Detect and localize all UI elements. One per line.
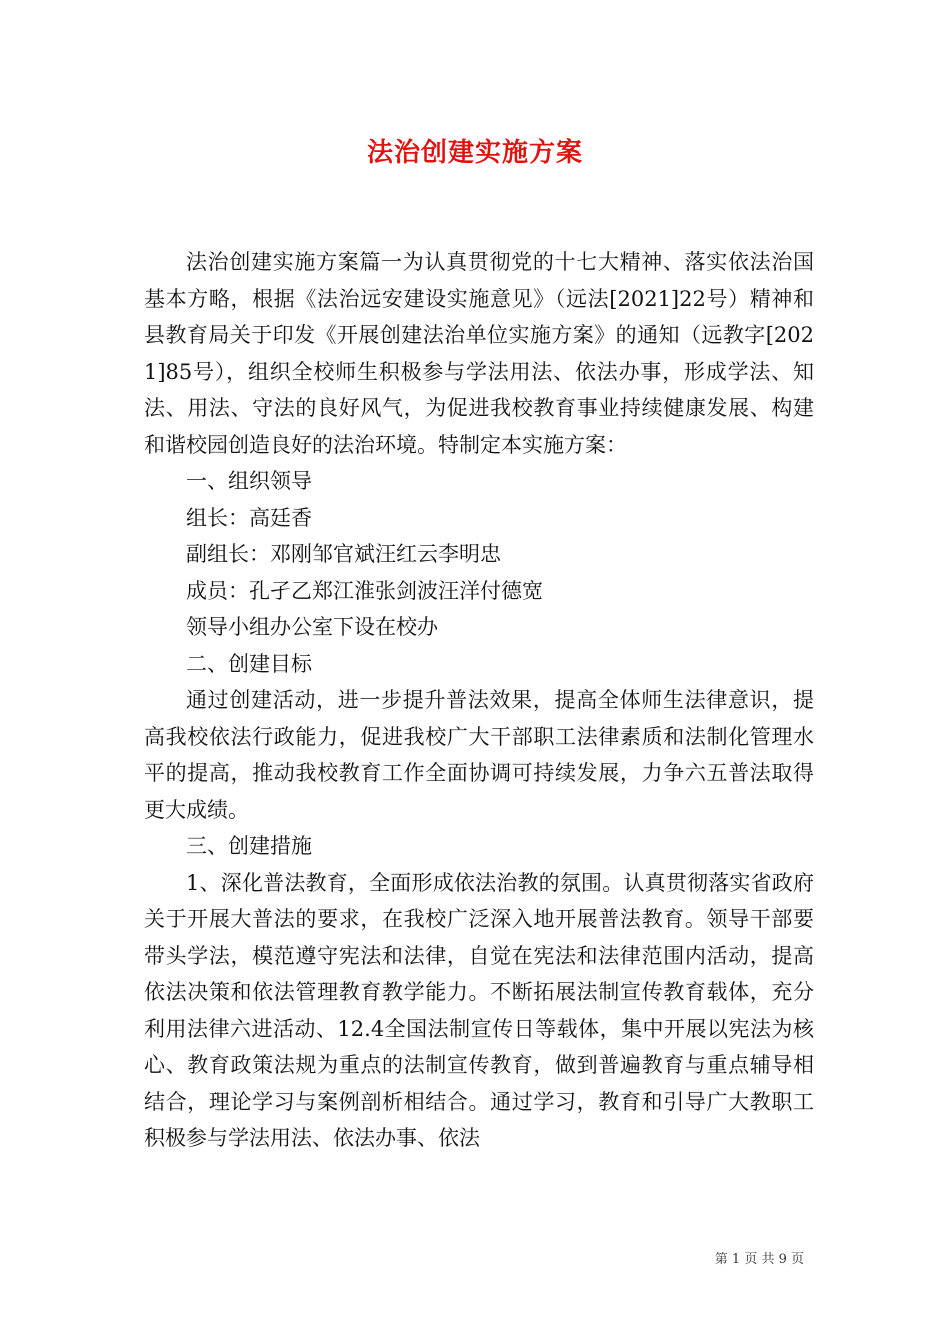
deputy-leader-line: 副组长：邓刚邹官斌汪红云李明忠 bbox=[186, 542, 501, 566]
page-title: 法治创建实施方案 bbox=[366, 138, 583, 168]
document-body bbox=[144, 244, 814, 1157]
group-leader-line: 组长：高廷香 bbox=[186, 505, 312, 530]
section-heading-organization: 一、组织领导 bbox=[186, 469, 312, 493]
intro-paragraph: 法治创建实施方案篇一为认真贯彻党的十七大精神、落实依法治国基本方略，根据《法治远安建设实施意见》（远法[2021]22号）精神和县教育局关于印发《开展创建法治单位实施方案》的通知（远教字[2021]85号），组织全校师生积极参与学法用法、依法办事，形成学法、知法、用法、守法的良好风气，为促进我校教育事业持续健康发展、构建和谐校园创造良好的法治环境。特制定本实施方案： bbox=[144, 250, 814, 457]
members-line: 成员：孔孑乙郑江淮张剑波汪洋付德宽 bbox=[186, 578, 543, 603]
measures-paragraph: 1、深化普法教育，全面形成依法治教的氛围。认真贯彻落实省政府关于开展大普法的要求，在我校广泛深入地开展普法教育。领导干部要带头学法，模范遵守宪法和法律，自觉在宪法和法律范围内活动，提高依法决策和依法管理教育教学能力。不断拓展法制宣传教育载体，充分利用法律六进活动、12.4全国法制宣传日等载体，集中开展以宪法为核心、教育政策法规为重点的法制宣传教育，做到普遍教育与重点辅导相结合，理论学习与案例剖析相结合。通过学习，教育和引导广大教职工积极参与学法用法、依法办事、依法 bbox=[144, 870, 814, 1150]
page-number: 第 1 页 共 9 页 bbox=[714, 1252, 804, 1267]
office-line: 领导小组办公室下设在校办 bbox=[186, 615, 438, 639]
goals-paragraph: 通过创建活动，进一步提升普法效果，提高全体师生法律意识，提高我校依法行政能力，促进我校广大干部职工法律素质和法制化管理水平的提高，推动我校教育工作全面协调可持续发展，力争六五普法取得更大成绩。 bbox=[144, 688, 814, 822]
section-heading-measures: 三、创建措施 bbox=[186, 834, 312, 858]
section-heading-goals: 二、创建目标 bbox=[186, 651, 312, 676]
